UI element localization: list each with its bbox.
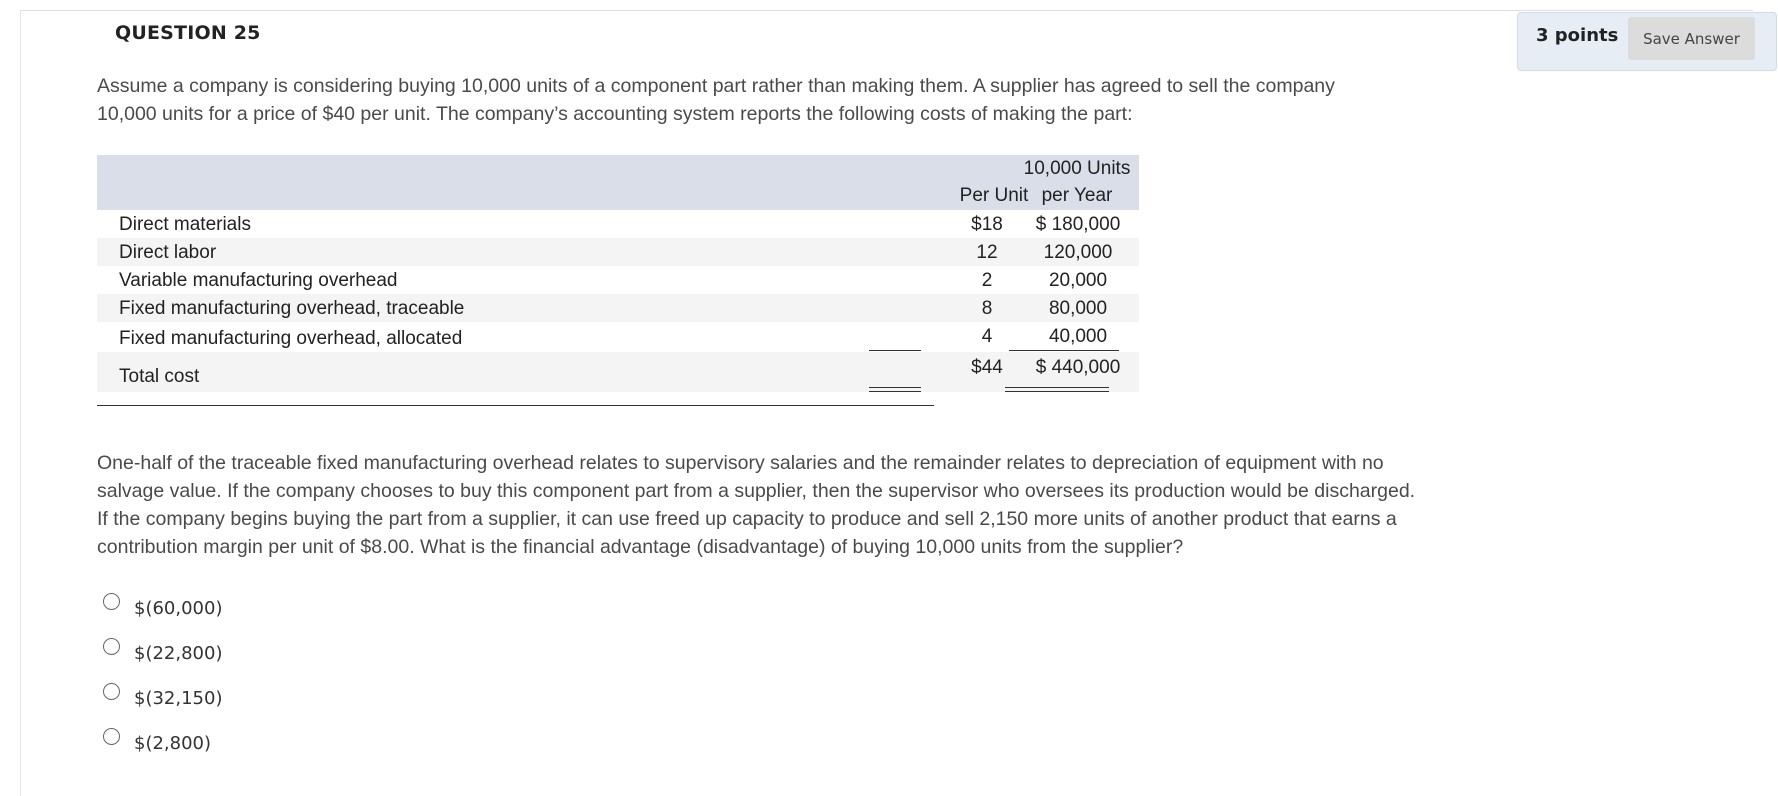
total-double-rule-per-unit bbox=[869, 387, 921, 392]
row-per-year: 20,000 bbox=[1048, 270, 1108, 291]
save-answer-button[interactable]: Save Answer bbox=[1628, 17, 1755, 60]
radio-button[interactable] bbox=[103, 638, 120, 655]
table-bottom-rule bbox=[97, 405, 934, 406]
row-label: Fixed manufacturing overhead, traceable bbox=[119, 298, 465, 319]
top-divider bbox=[20, 10, 1753, 11]
option-label[interactable]: $(2,800) bbox=[134, 733, 212, 754]
row-per-year: $ 180,000 bbox=[1035, 214, 1121, 235]
row-label: Variable manufacturing overhead bbox=[119, 270, 398, 291]
question-intro: Assume a company is considering buying 10,000 units of a component part rather than making them. A supplier has agreed to sell the company 10,000 units for a price of $40 per unit. The company’s accounting system reports the following costs of making the part: bbox=[97, 75, 1335, 125]
radio-button[interactable] bbox=[103, 728, 120, 745]
question-title: QUESTION 25 bbox=[115, 22, 261, 44]
option-label[interactable]: $(22,800) bbox=[134, 643, 223, 664]
option-label[interactable]: $(60,000) bbox=[134, 598, 223, 619]
subtotal-rule-per-unit bbox=[869, 350, 921, 351]
col-header-per-year-line1: 10,000 Units bbox=[1023, 158, 1131, 179]
table-row bbox=[97, 210, 1139, 238]
row-per-year: 80,000 bbox=[1048, 298, 1108, 319]
total-label: Total cost bbox=[119, 366, 200, 387]
row-per-unit: 2 bbox=[981, 270, 993, 291]
table-row bbox=[97, 266, 1139, 294]
row-per-year: 40,000 bbox=[1048, 326, 1108, 347]
row-per-unit: 12 bbox=[976, 242, 998, 263]
radio-button[interactable] bbox=[103, 593, 120, 610]
total-per-unit: $44 bbox=[971, 357, 1003, 378]
row-label: Fixed manufacturing overhead, allocated bbox=[119, 328, 463, 349]
row-label: Direct materials bbox=[119, 214, 251, 235]
total-per-year: $ 440,000 bbox=[1035, 357, 1121, 378]
table-header bbox=[97, 155, 1139, 210]
question-body: One-half of the traceable fixed manufacturing overhead relates to supervisory salaries and the remainder relates to depreciation of equipment with no salvage value. If the company chooses to buy this component part from a supplier, then the supervisor who oversees its production would be discharged. If the company begins buying the part from a supplier, it can use freed up capacity to produce and sell 2,150 more units of another product that earns a contribution margin per unit of $8.00. What is the financial advantage (disadvantage) of buying 10,000 units from the supplier? bbox=[97, 452, 1416, 558]
table-row bbox=[97, 294, 1139, 322]
table-row bbox=[97, 238, 1139, 266]
question-points: 3 points bbox=[1536, 25, 1619, 46]
col-header-per-year-line2: per Year bbox=[1041, 185, 1113, 206]
table-row-total bbox=[97, 352, 1139, 392]
row-per-unit: $18 bbox=[971, 214, 1003, 235]
row-per-year: 120,000 bbox=[1043, 242, 1113, 263]
row-per-unit: 8 bbox=[981, 298, 993, 319]
option-label[interactable]: $(32,150) bbox=[134, 688, 223, 709]
subtotal-rule-per-year bbox=[1009, 350, 1119, 351]
left-border bbox=[20, 10, 21, 796]
col-header-per-unit: Per Unit bbox=[959, 185, 1029, 206]
row-label: Direct labor bbox=[119, 242, 217, 263]
radio-button[interactable] bbox=[103, 683, 120, 700]
table-row bbox=[97, 322, 1139, 352]
total-double-rule-per-year bbox=[1005, 387, 1109, 392]
row-per-unit: 4 bbox=[981, 326, 993, 347]
